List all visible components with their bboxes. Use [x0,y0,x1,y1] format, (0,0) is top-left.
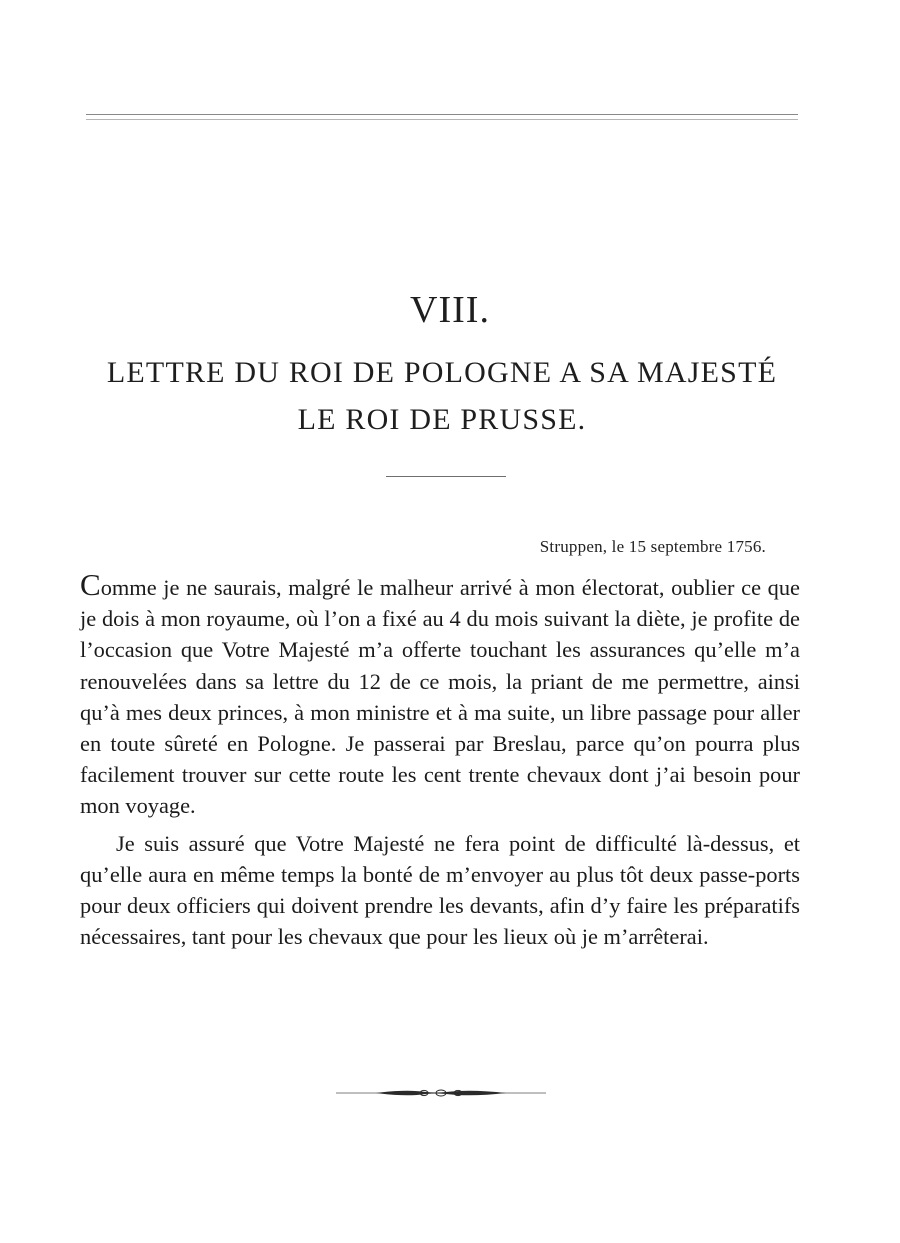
letter-paragraph-1 [80,567,800,822]
letter-body [80,567,800,952]
chapter-numeral: VIII. [410,289,490,331]
title-separator-rule [386,476,506,477]
letter-dateline: Struppen, le 15 septembre 1756. [539,537,766,556]
drop-initial: C [80,567,101,602]
chapter-title-line-1: LETTRE DU ROI DE POLOGNE A SA MAJESTÉ [106,356,778,389]
header-rule [86,114,798,115]
tailpiece-ornament-icon [336,1085,546,1101]
header-rule-secondary [86,119,798,120]
letter-paragraph-1-text: omme je ne saurais, malgré le malheur arrivé à mon électorat, oublier ce que je dois à mon royaume, où l’on a fixé au 4 du mois suivant la diète, je profite de l’occasion que Votre Majesté m’a offerte touchant les assurances qu’elle m’a renouvelées dans sa lettre du 12 de ce mois, la priant de me permettre, ainsi qu’à mes deux princes, à mon ministre et à ma suite, un libre passage pour aller en toute sûreté en Pologne. Je passerai par Breslau, parce qu’on pourra plus facilement trouver sur cette route les cent trente chevaux dont j’ai besoin pour mon voyage. [80,575,800,819]
letter-paragraph-2: Je suis assuré que Votre Majesté ne fera point de difficulté là-dessus, et qu’elle aura en même temps la bonté de m’envoyer au plus tôt deux passe-ports pour deux officiers qui doivent prendre les devants, afin d’y faire les préparatifs nécessaires, tant pour les chevaux que pour les lieux où je m’arrêterai. [80,830,800,950]
chapter-title-line-2: LE ROI DE PRUSSE. [297,403,587,436]
